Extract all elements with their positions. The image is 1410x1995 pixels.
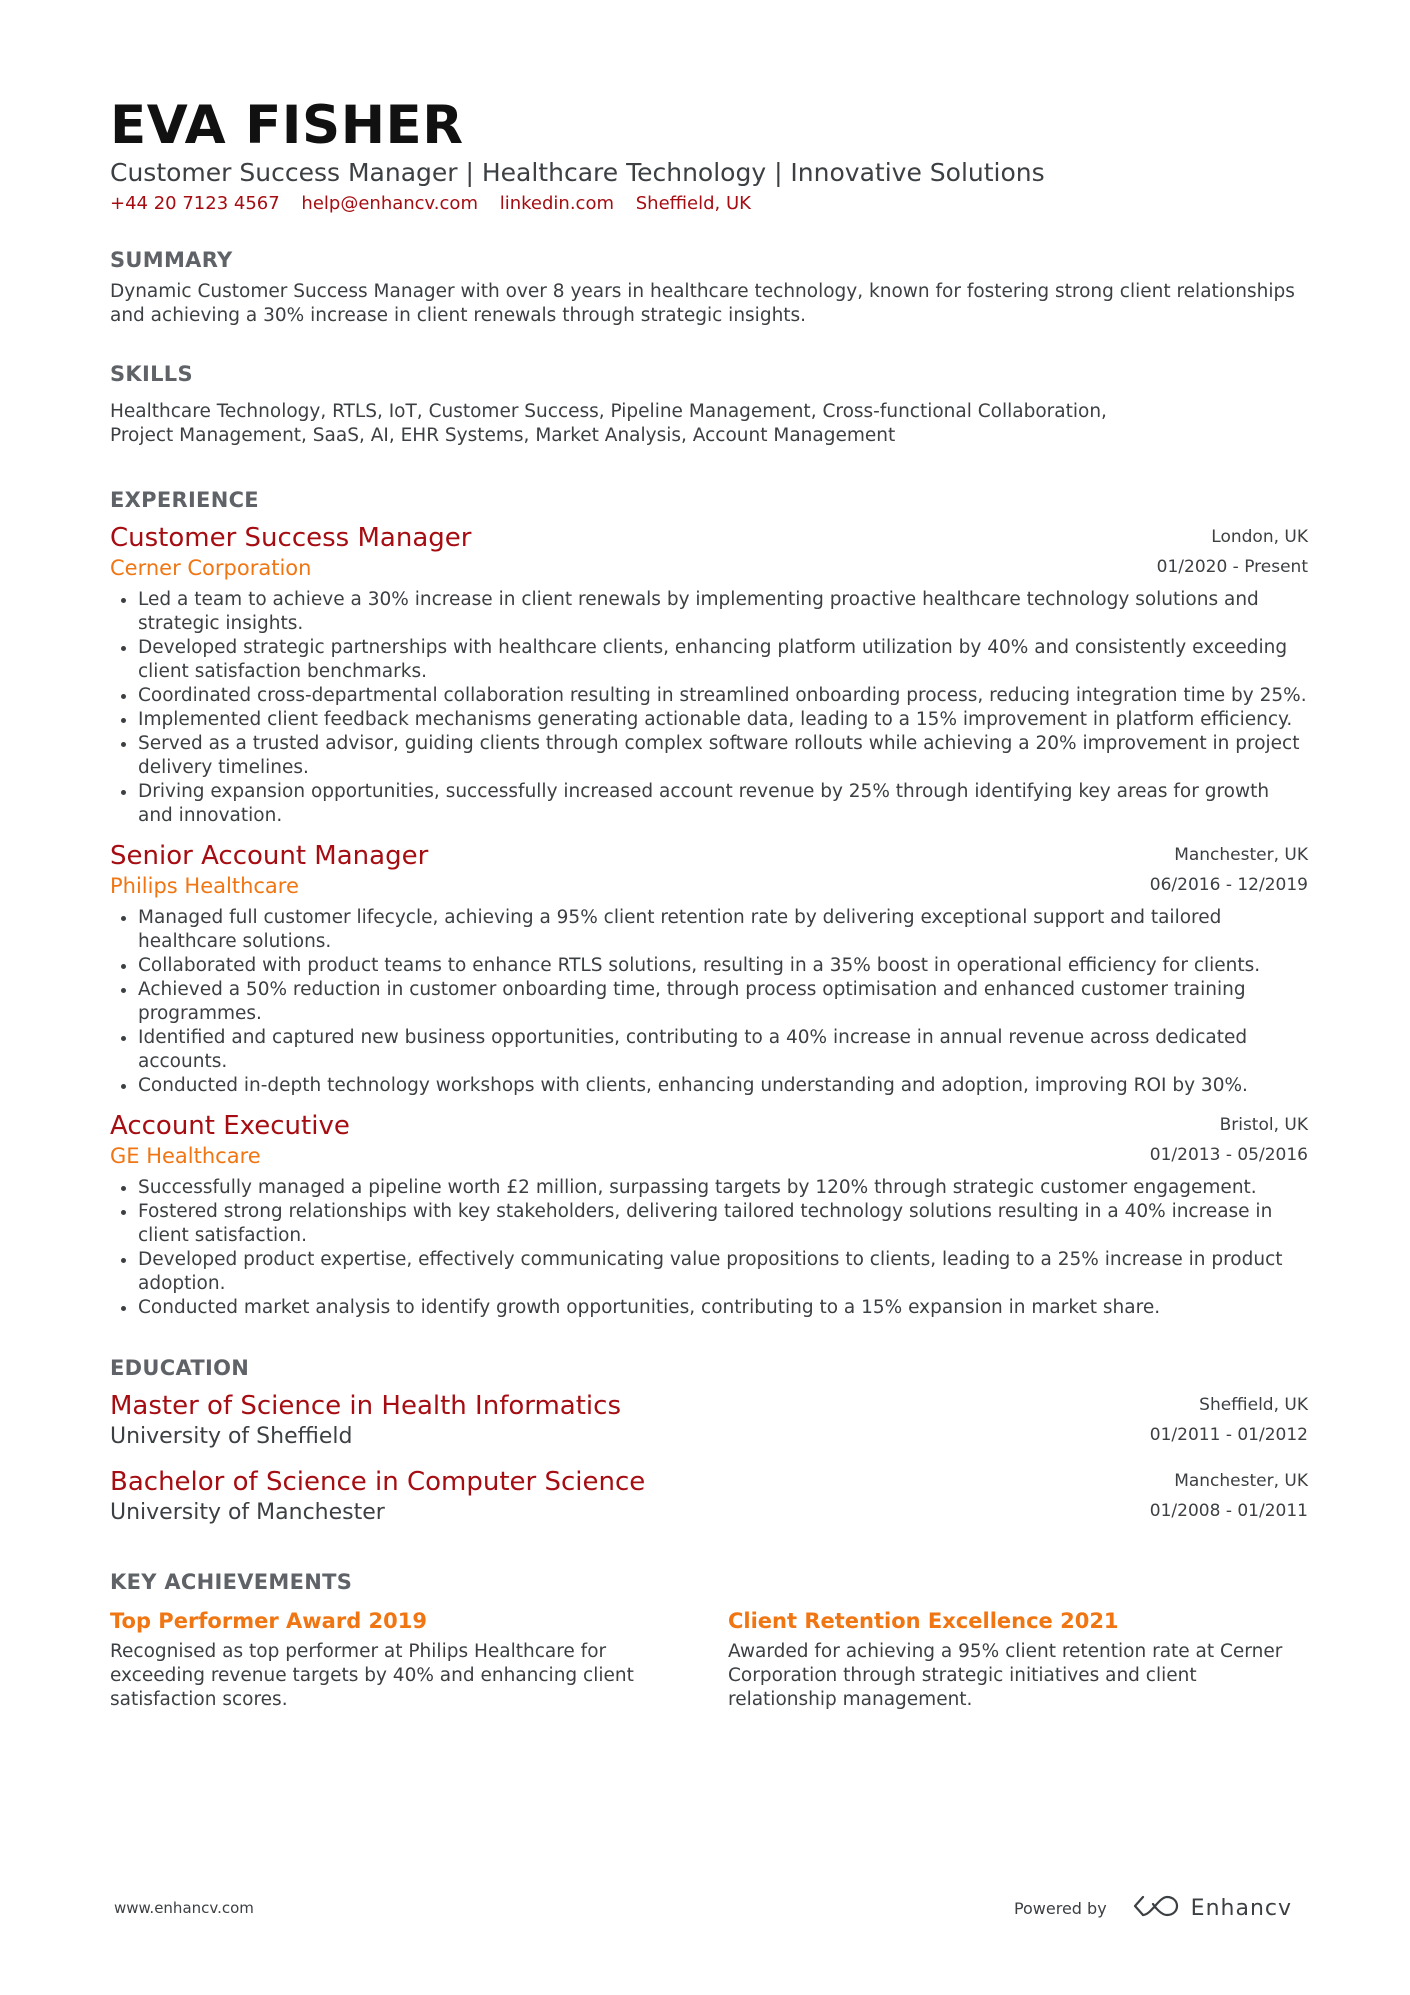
- footer-brand[interactable]: [1014, 1893, 1292, 1923]
- job-role: Customer Success Manager: [110, 523, 472, 553]
- job-bullet: • Fostered strong relationships with key stakeholders, delivering tailored technology solutions resulting in a 40% increase in client satisfaction.: [138, 1200, 1308, 1248]
- education-title-block: [110, 1466, 645, 1528]
- enhancv-logo-icon: [1133, 1893, 1179, 1923]
- job-bullet: • Developed product expertise, effectively communicating value propositions to clients, leading to a 25% increase in product adoption.: [138, 1248, 1308, 1296]
- achievement-item: [110, 1606, 670, 1712]
- section-title-summary: SUMMARY: [110, 248, 233, 272]
- education-dates: 01/2008 - 01/2011: [1149, 1501, 1308, 1521]
- education-location: Sheffield, UK: [1199, 1395, 1308, 1415]
- job-meta: [1157, 522, 1308, 582]
- job-company: GE Healthcare: [110, 1144, 261, 1168]
- job-dates: 01/2020 - Present: [1156, 557, 1308, 577]
- achievement-text: Awarded for achieving a 95% client retention rate at Cerner Corporation through strategic initiatives and client relationship management.: [728, 1641, 1283, 1710]
- contact-location: Sheffield, UK: [635, 193, 751, 214]
- achievement-item: [728, 1606, 1308, 1712]
- brand-name: Enhancv: [1190, 1895, 1292, 1921]
- job-bullets: [110, 588, 1308, 828]
- contact-phone[interactable]: +44 20 7123 4567: [110, 193, 280, 214]
- achievements-grid: [110, 1606, 1308, 1712]
- job-location: London, UK: [1211, 527, 1308, 547]
- candidate-name: EVA FISHER: [110, 95, 464, 156]
- job-bullet: • Developed strategic partnerships with healthcare clients, enhancing platform utilization by 40% and consistently exceeding client satisfaction benchmarks.: [138, 636, 1308, 684]
- job-bullets: [110, 1176, 1308, 1320]
- job-title-block: [110, 1110, 350, 1170]
- job-title-block: [110, 840, 428, 900]
- achievement-title: Client Retention Excellence 2021: [728, 1609, 1119, 1633]
- job-entry: [110, 840, 1308, 1098]
- education-school: University of Sheffield: [110, 1424, 353, 1449]
- job-bullet: • Implemented client feedback mechanisms generating actionable data, leading to a 15% improvement in platform efficiency.: [138, 708, 1308, 732]
- education-entry: [110, 1466, 1308, 1528]
- job-location: Bristol, UK: [1219, 1115, 1308, 1135]
- job-title-block: [110, 522, 471, 582]
- job-role: Account Executive: [110, 1111, 350, 1141]
- section-title-experience: EXPERIENCE: [110, 488, 259, 512]
- education-dates: 01/2011 - 01/2012: [1149, 1425, 1308, 1445]
- job-dates: 01/2013 - 05/2016: [1149, 1145, 1308, 1165]
- education-title-block: [110, 1390, 621, 1452]
- resume-page: [110, 96, 1308, 1712]
- job-company: Cerner Corporation: [110, 556, 312, 580]
- job-role: Senior Account Manager: [110, 841, 429, 871]
- education-location: Manchester, UK: [1174, 1471, 1308, 1491]
- job-entry: [110, 1110, 1308, 1320]
- job-header: [110, 522, 1308, 582]
- job-bullets: [110, 906, 1308, 1098]
- education-school: University of Manchester: [110, 1500, 385, 1525]
- job-bullet: • Served as a trusted advisor, guiding clients through complex software rollouts while achieving a 20% improvement in project delivery timelines.: [138, 732, 1308, 780]
- job-entry: [110, 522, 1308, 828]
- summary-section: [110, 246, 1308, 328]
- job-company: Philips Healthcare: [110, 874, 299, 898]
- skills-text: Healthcare Technology, RTLS, IoT, Customer Success, Pipeline Management, Cross-functional Collaboration, Project Management, SaaS, AI, EHR Systems, Market Analysis, Account Management: [110, 401, 1107, 446]
- education-meta: [1150, 1466, 1308, 1526]
- education-entry: [110, 1390, 1308, 1452]
- footer-website[interactable]: www.enhancv.com: [114, 1899, 254, 1917]
- education-degree: Bachelor of Science in Computer Science: [110, 1467, 646, 1497]
- job-bullet: • Achieved a 50% reduction in customer onboarding time, through process optimisation and enhanced customer training programmes.: [138, 978, 1308, 1026]
- job-header: [110, 840, 1308, 900]
- education-section: [110, 1354, 1308, 1528]
- education-meta: [1150, 1390, 1308, 1450]
- achievement-title: Top Performer Award 2019: [110, 1609, 427, 1633]
- job-bullet: • Conducted in-depth technology workshops with clients, enhancing understanding and adoption, improving ROI by 30%.: [138, 1074, 1308, 1098]
- job-bullet: • Successfully managed a pipeline worth £2 million, surpassing targets by 120% through strategic customer engagement.: [138, 1176, 1308, 1200]
- job-location: Manchester, UK: [1174, 845, 1308, 865]
- job-bullet: • Managed full customer lifecycle, achieving a 95% client retention rate by delivering exceptional support and tailored healthcare solutions.: [138, 906, 1308, 954]
- job-bullet: • Identified and captured new business opportunities, contributing to a 40% increase in annual revenue across dedicated accounts.: [138, 1026, 1308, 1074]
- skills-section: [110, 360, 1308, 448]
- job-bullet: • Collaborated with product teams to enhance RTLS solutions, resulting in a 35% boost in operational efficiency for clients.: [138, 954, 1308, 978]
- contact-email[interactable]: help@enhancv.com: [301, 193, 478, 214]
- job-bullet: • Driving expansion opportunities, successfully increased account revenue by 25% through identifying key areas for growth and innovation.: [138, 780, 1308, 828]
- section-title-education: EDUCATION: [110, 1356, 250, 1380]
- contact-line: [110, 192, 1308, 216]
- achievement-text: Recognised as top performer at Philips Healthcare for exceeding revenue targets by 40% and enhancing client satisfaction scores.: [110, 1641, 634, 1710]
- job-dates: 06/2016 - 12/2019: [1149, 875, 1308, 895]
- job-bullet: • Conducted market analysis to identify growth opportunities, contributing to a 15% expansion in market share.: [138, 1296, 1308, 1320]
- job-bullet: • Led a team to achieve a 30% increase in client renewals by implementing proactive healthcare technology solutions and strategic insights.: [138, 588, 1308, 636]
- education-header: [110, 1466, 1308, 1528]
- job-meta: [1150, 1110, 1308, 1170]
- job-bullet: • Coordinated cross-departmental collaboration resulting in streamlined onboarding process, reducing integration time by 25%.: [138, 684, 1308, 708]
- section-title-achievements: KEY ACHIEVEMENTS: [110, 1570, 353, 1594]
- achievements-section: [110, 1568, 1308, 1712]
- education-header: [110, 1390, 1308, 1452]
- headline: Customer Success Manager | Healthcare Technology | Innovative Solutions: [110, 158, 1045, 187]
- education-degree: Master of Science in Health Informatics: [110, 1391, 621, 1421]
- page-footer: [114, 1893, 1292, 1923]
- summary-text: Dynamic Customer Success Manager with over 8 years in healthcare technology, known for fostering strong client relationships and achieving a 30% increase in client renewals through strategic insights.: [110, 281, 1295, 326]
- contact-linkedin[interactable]: linkedin.com: [499, 193, 614, 214]
- experience-section: [110, 486, 1308, 1320]
- powered-by-label: Powered by: [1013, 1898, 1107, 1918]
- job-header: [110, 1110, 1308, 1170]
- job-meta: [1150, 840, 1308, 900]
- section-title-skills: SKILLS: [110, 362, 193, 386]
